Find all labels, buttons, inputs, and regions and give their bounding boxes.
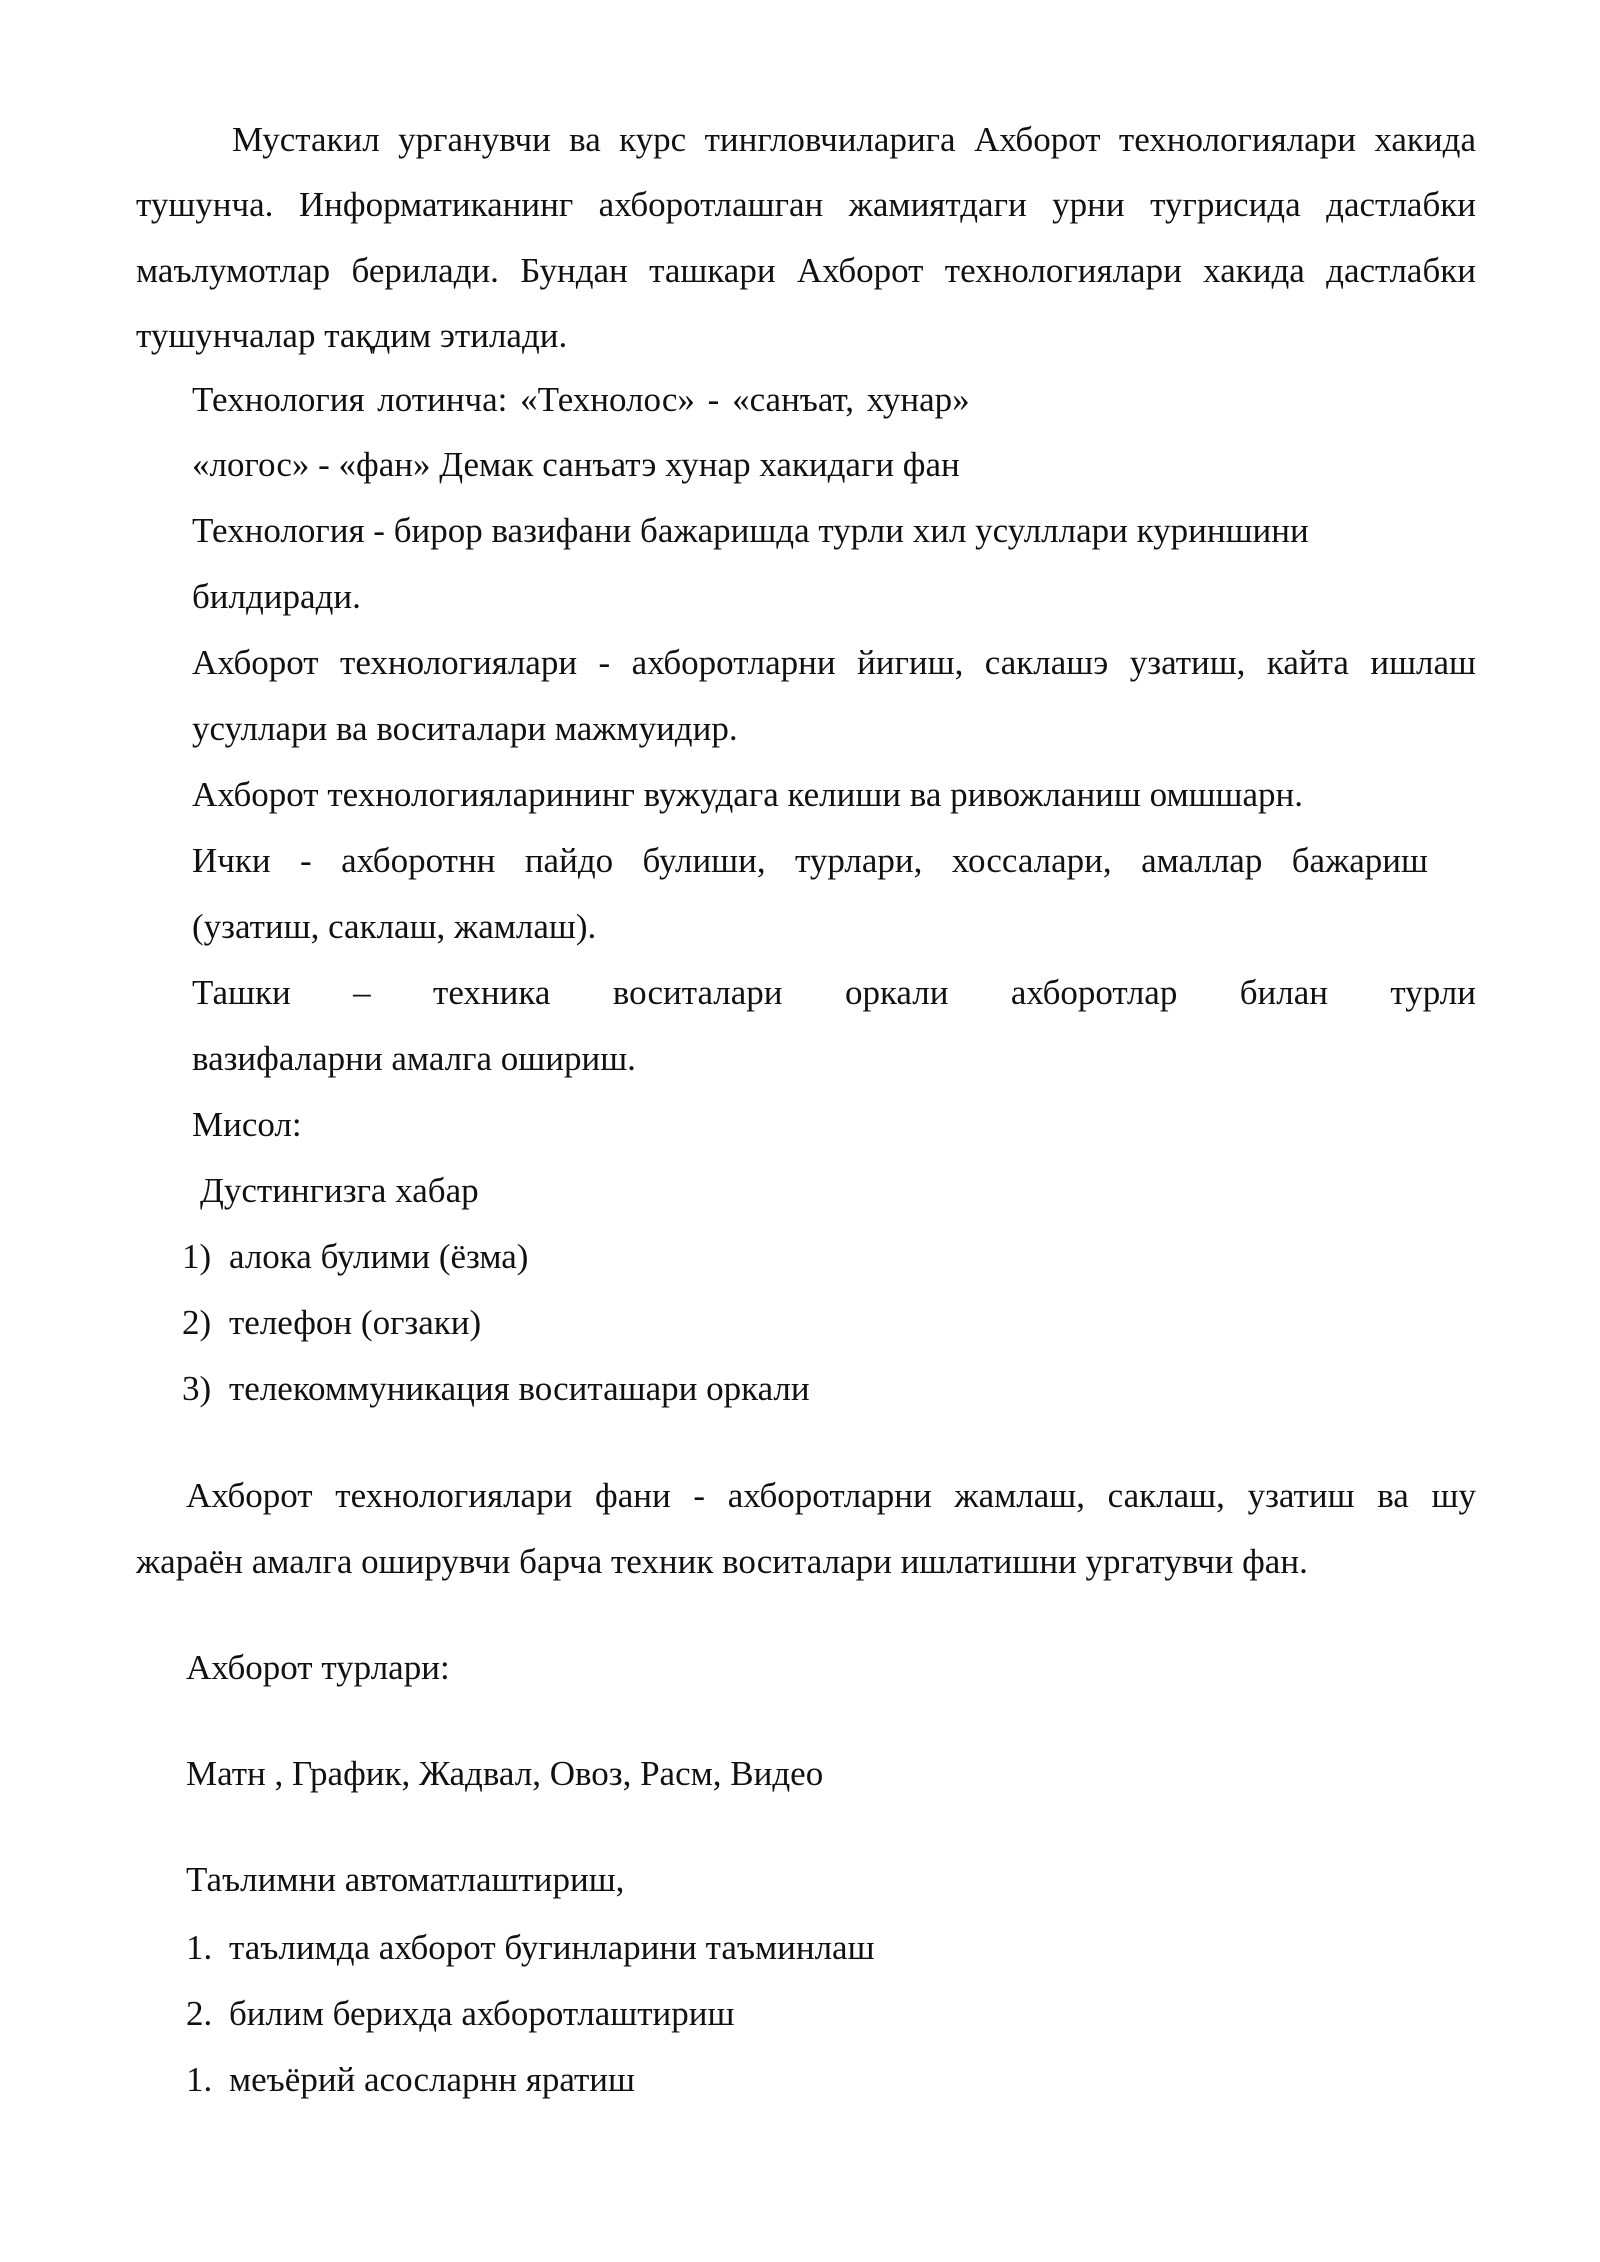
types-list: Матн , График, Жадвал, Овоз, Расм, Видео <box>186 1754 824 1793</box>
list-item-text: меъёрий асосларнн яратиш <box>229 2060 635 2099</box>
list-item-text: билим берихда ахборотлаштириш <box>229 1994 735 2033</box>
etymology-line-2: «логос» - «фан» Демак санъатэ хунар хакидаги фан <box>192 445 960 484</box>
automation-label: Таълимни автоматлаштириш, <box>186 1860 625 1899</box>
intro-line-1: Мустакил урганувчи ва курс тингловчиларига Ахборот технологиялари хакида <box>232 120 1476 159</box>
inner-line-1: Ички - ахборотнн пайдо булиши, турлари, хоссалари, амаллар бажариш <box>192 841 1428 880</box>
list-item-number: 1. <box>186 1928 213 1967</box>
it-def-line-2: усуллари ва воситалари мажмуидир. <box>192 709 738 748</box>
list-item-text: телефон (огзаки) <box>229 1303 482 1342</box>
intro-line-2: тушунча. Информатиканинг ахборотлашган жамиятдаги урни тугрисида дастлабки <box>136 185 1476 224</box>
example-intro: Дустингизга хабар <box>200 1171 479 1210</box>
types-label: Ахборот турлари: <box>186 1648 450 1687</box>
technology-def-line-1: Технология - бирор вазифани бажаришда турли хил усулллари куриншини <box>192 511 1309 550</box>
science-line-2: жараён амалга оширувчи барча техник воситалари ишлатишни ургатувчи фан. <box>136 1542 1308 1581</box>
intro-line-3: маълумотлар берилади. Бундан ташкари Ахборот технологиялари хакида дастлабки <box>136 251 1476 290</box>
outer-line-2: вазифаларни амалга ошириш. <box>192 1039 636 1078</box>
outer-line-1: Ташки – техника воситалари оркали ахборотлар билан турли <box>192 973 1476 1012</box>
science-line-1: Ахборот технологиялари фани - ахборотларни жамлаш, саклаш, узатиш ва шу <box>186 1476 1476 1515</box>
etymology-line-1: Технология лотинча: «Технолос» - «санъат, хунар» <box>192 380 970 419</box>
list-item-number: 1) <box>182 1237 212 1276</box>
list-item-text: таълимда ахборот бугинларини таъминлаш <box>229 1928 875 1967</box>
list-item-text: телекоммуникация воситашари оркали <box>229 1369 810 1408</box>
list-item-number: 2) <box>182 1303 212 1342</box>
technology-def-line-2: билдиради. <box>192 577 361 616</box>
origin-line: Ахборот технологияларининг вужудага келиши ва ривожланиш омшшарн. <box>192 775 1304 814</box>
list-item-text: алока булими (ёзма) <box>229 1237 529 1276</box>
list-item-number: 2. <box>186 1994 213 2033</box>
inner-line-2: (узатиш, саклаш, жамлаш). <box>192 907 597 946</box>
list-item-number: 1. <box>186 2060 213 2099</box>
list-item-number: 3) <box>182 1369 212 1408</box>
example-label: Мисол: <box>192 1105 302 1144</box>
it-def-line-1: Ахборот технологиялари - ахборотларни йигиш, саклашэ узатиш, кайта ишлаш <box>192 643 1476 682</box>
intro-line-4: тушунчалар тақдим этилади. <box>136 316 568 355</box>
